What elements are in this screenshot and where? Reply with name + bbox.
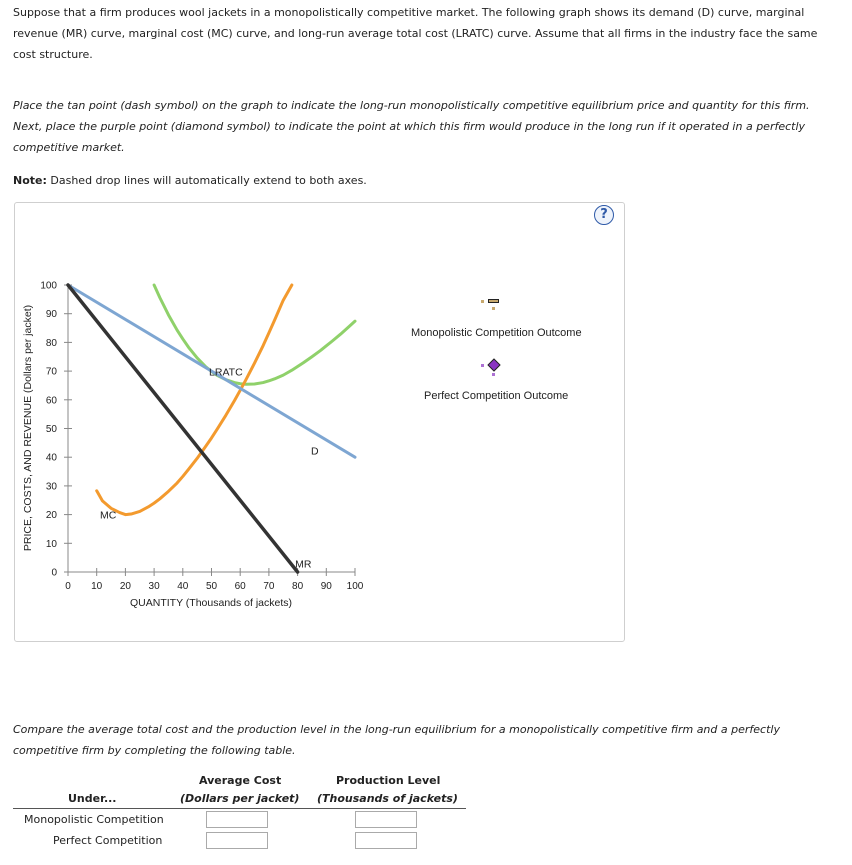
help-icon[interactable]: ? bbox=[594, 205, 614, 225]
perfect-avg-cost-input[interactable] bbox=[206, 832, 268, 849]
y-tick-label-100: 100 bbox=[40, 280, 57, 292]
x-tick-label-70: 70 bbox=[263, 581, 275, 592]
legend-perfect-tool[interactable] bbox=[481, 359, 500, 376]
y-axis-title: PRICE, COSTS, AND REVENUE (Dollars per jacket) bbox=[22, 304, 34, 552]
y-tick-label-80: 80 bbox=[45, 337, 57, 349]
production-unit: (Thousands of jackets) bbox=[317, 792, 458, 805]
perfect-production-input[interactable] bbox=[355, 832, 417, 849]
curve-label-d: D bbox=[311, 445, 319, 458]
production-header: Production Level bbox=[336, 774, 441, 787]
avg-cost-header: Average Cost bbox=[199, 774, 282, 787]
y-tick-label-0: 0 bbox=[51, 567, 57, 579]
intro-text: Suppose that a firm produces wool jackets in a monopolistically competitive market. The following graph shows its demand (D) curve, marginal revenue (MR) curve, marginal cost (MC) curve, and long-run average total cost (LRATC) curve. Assume that all firms in the industry face the same cost structure. bbox=[13, 6, 818, 61]
y-tick-label-60: 60 bbox=[45, 395, 57, 407]
avg-cost-unit: (Dollars per jacket) bbox=[180, 792, 300, 805]
y-tick-label-70: 70 bbox=[45, 366, 57, 378]
x-tick-label-50: 50 bbox=[205, 581, 218, 592]
dash-icon-fill bbox=[489, 300, 498, 302]
note-label: Note: bbox=[13, 174, 47, 187]
monopolistic-production-input[interactable] bbox=[355, 811, 417, 828]
y-tick-label-30: 30 bbox=[45, 481, 57, 493]
x-tick-label-40: 40 bbox=[177, 581, 189, 592]
diamond-icon bbox=[488, 359, 500, 371]
axis-layer bbox=[40, 281, 363, 593]
table-header-divider bbox=[13, 808, 466, 809]
note-body: Dashed drop lines will automatically extend to both axes. bbox=[46, 174, 367, 187]
x-tick-label-100: 100 bbox=[346, 581, 364, 592]
x-tick-label-80: 80 bbox=[292, 581, 304, 592]
label-layer bbox=[100, 366, 319, 570]
row-label-perfect: Perfect Competition bbox=[53, 834, 163, 847]
curve-label-mc: MC bbox=[100, 509, 117, 522]
instructions-text: Place the tan point (dash symbol) on the graph to indicate the long-run monopolistically competitive equilibrium price and quantity for this firm. Next, place the purple point (diamond symbol) to indicate the point at which this firm would produce in the long run if it operated in a perfectly competitive market. bbox=[13, 99, 810, 154]
compare-text: Compare the average total cost and the production level in the long-run equilibrium for a monopolistically competitive firm and a perfectly competitive firm by completing the following table. bbox=[13, 723, 780, 757]
monopolistic-avg-cost-input[interactable] bbox=[206, 811, 268, 828]
x-tick-label-30: 30 bbox=[148, 581, 160, 592]
y-tick-label-40: 40 bbox=[45, 452, 57, 464]
y-tick-label-90: 90 bbox=[45, 309, 57, 321]
series-layer bbox=[68, 285, 355, 572]
y-tick-label-50: 50 bbox=[45, 424, 57, 435]
x-tick-label-0: 0 bbox=[65, 581, 71, 592]
x-axis-title: QUANTITY (Thousands of jackets) bbox=[129, 597, 293, 609]
x-tick-label-10: 10 bbox=[91, 581, 103, 592]
legend-monopolistic-label: Monopolistic Competition Outcome bbox=[411, 327, 582, 339]
x-tick-label-60: 60 bbox=[234, 581, 246, 592]
curve-label-mr: MR bbox=[295, 558, 312, 571]
series-mr-line bbox=[68, 285, 298, 572]
series-lratc-line bbox=[154, 285, 355, 384]
x-tick-label-90: 90 bbox=[320, 581, 332, 592]
curve-label-lratc: LRATC bbox=[209, 366, 243, 379]
dash-drop-x bbox=[481, 300, 484, 303]
dash-drop-y bbox=[492, 307, 495, 310]
y-tick-label-20: 20 bbox=[45, 510, 57, 522]
diamond-drop-y bbox=[492, 373, 495, 376]
legend-perfect-label: Perfect Competition Outcome bbox=[424, 390, 569, 402]
row-header: Under... bbox=[68, 792, 117, 805]
legend-monopolistic-tool[interactable] bbox=[481, 299, 499, 310]
diamond-drop-x bbox=[481, 364, 484, 367]
row-label-monopolistic: Monopolistic Competition bbox=[24, 813, 164, 826]
x-tick-label-20: 20 bbox=[119, 581, 131, 592]
y-tick-label-10: 10 bbox=[45, 538, 57, 550]
